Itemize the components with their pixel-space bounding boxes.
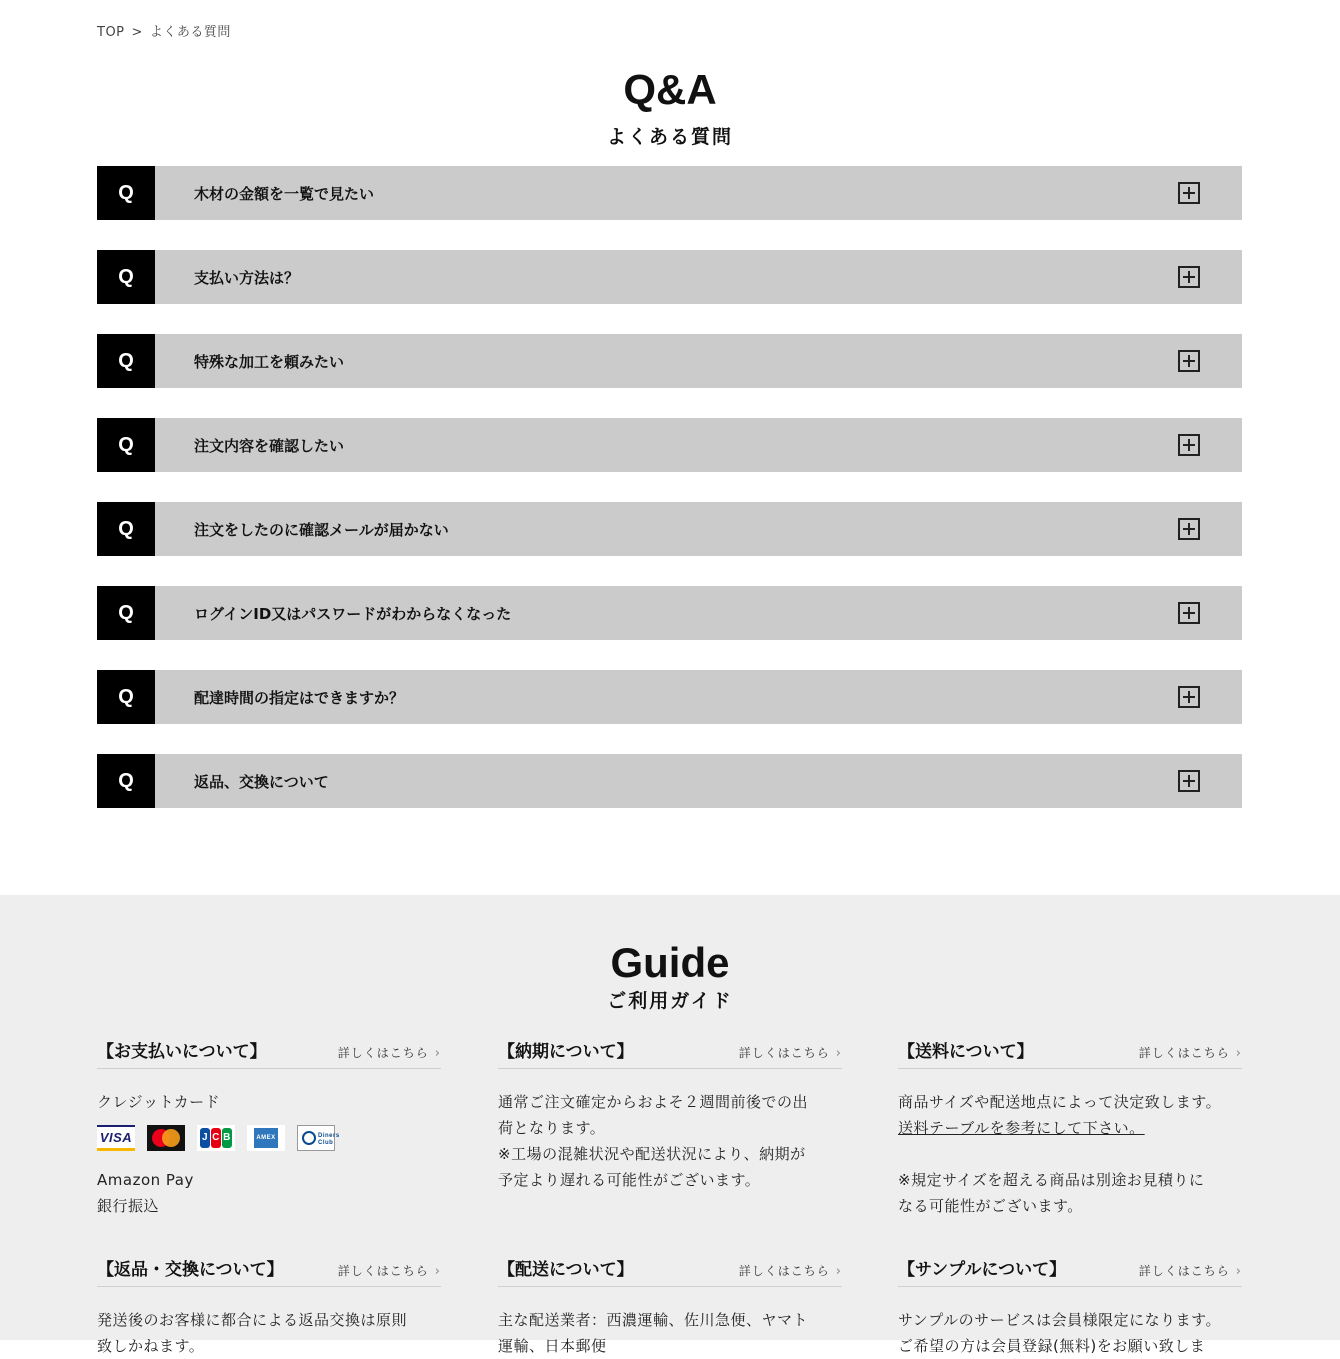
faq-item[interactable]	[97, 754, 1242, 808]
credit-card-label: クレジットカード	[97, 1093, 221, 1111]
expand-plus-icon[interactable]	[1178, 182, 1200, 204]
expand-plus-icon[interactable]	[1178, 518, 1200, 540]
faq-item[interactable]	[97, 166, 1242, 220]
faq-question: 返品、交換について	[194, 772, 329, 791]
card-header	[97, 1037, 441, 1069]
expand-plus-icon[interactable]	[1178, 686, 1200, 708]
q-marker: Q	[97, 418, 155, 472]
body-line: サンプルのサービスは会員様限定になります。	[898, 1311, 1221, 1329]
card-header	[898, 1255, 1242, 1287]
details-link-label: 詳しくはこちら	[738, 1264, 830, 1278]
faq-question: 注文内容を確認したい	[194, 436, 345, 455]
card-header	[498, 1037, 842, 1069]
chevron-right-icon: ›	[1235, 1046, 1242, 1061]
details-link[interactable]	[1139, 1262, 1242, 1279]
payment-amazon-pay: Amazon Pay	[97, 1171, 194, 1189]
faq-question: 支払い方法は？	[194, 268, 300, 287]
guide-card-delivery-time	[498, 1037, 842, 1193]
body-line: なる可能性がございます。	[898, 1197, 1083, 1215]
mastercard-icon	[147, 1125, 185, 1151]
body-line: 荷となります。	[498, 1119, 606, 1137]
guide-title: Guide	[610, 939, 730, 986]
chevron-right-icon: ›	[835, 1264, 842, 1279]
page-subtitle: よくある質問	[606, 126, 733, 148]
details-link-label: 詳しくはこちら	[738, 1046, 830, 1060]
details-link-label: 詳しくはこちら	[337, 1046, 429, 1060]
details-link[interactable]	[739, 1044, 842, 1061]
card-body	[898, 1307, 1242, 1359]
body-line: 予定より遅れる可能性がございます。	[498, 1171, 761, 1189]
faq-item[interactable]	[97, 418, 1242, 472]
body-line: ※工場の混雑状況や配送状況により、納期が	[498, 1145, 806, 1163]
chevron-right-icon: ›	[434, 1046, 441, 1061]
guide-card-shipping-fee	[898, 1037, 1242, 1219]
faq-question: ログインID又はパスワードがわからなくなった	[194, 604, 512, 623]
expand-plus-icon[interactable]	[1178, 602, 1200, 624]
amex-icon: AMEX	[247, 1125, 285, 1151]
card-body	[498, 1307, 842, 1359]
expand-plus-icon[interactable]	[1178, 266, 1200, 288]
body-line: 商品サイズや配送地点によって決定致します。	[898, 1093, 1222, 1111]
breadcrumb-current: よくある質問	[149, 25, 231, 40]
faq-question: 注文をしたのに確認メールが届かない	[194, 520, 449, 539]
body-line: 通常ご注文確定からおよそ２週間前後での出	[498, 1093, 809, 1111]
details-link[interactable]	[739, 1262, 842, 1279]
card-header	[898, 1037, 1242, 1069]
faq-question: 配達時間の指定はできますか？	[194, 688, 405, 707]
chevron-right-icon: ›	[1235, 1264, 1242, 1279]
expand-plus-icon[interactable]	[1178, 350, 1200, 372]
details-link[interactable]	[1139, 1044, 1242, 1061]
faq-list	[97, 166, 1242, 838]
card-body	[97, 1307, 441, 1359]
card-title: 【納期について】	[498, 1042, 634, 1062]
details-link[interactable]	[338, 1044, 441, 1061]
q-marker: Q	[97, 754, 155, 808]
card-title: 【送料について】	[898, 1042, 1034, 1062]
breadcrumb-home-link[interactable]: TOP	[97, 25, 125, 40]
card-title: 【お支払いについて】	[97, 1042, 267, 1062]
jcb-icon: J C B	[197, 1125, 235, 1151]
q-marker: Q	[97, 502, 155, 556]
details-link[interactable]	[338, 1262, 441, 1279]
chevron-right-icon: ›	[835, 1046, 842, 1061]
q-marker: Q	[97, 250, 155, 304]
body-line: 発送後のお客様に都合による返品交換は原則	[97, 1311, 408, 1329]
card-title: 【配送について】	[498, 1260, 634, 1280]
guide-subtitle: ご利用ガイド	[607, 990, 733, 1012]
faq-item[interactable]	[97, 250, 1242, 304]
shipping-table-link[interactable]: 送料テーブルを参考にして下さい。	[898, 1119, 1145, 1137]
card-header	[498, 1255, 842, 1287]
breadcrumb	[97, 21, 231, 40]
faq-item[interactable]	[97, 334, 1242, 388]
guide-card-returns	[97, 1255, 441, 1359]
body-line: 致しかねます。	[97, 1337, 205, 1355]
breadcrumb-separator: >	[131, 25, 143, 40]
q-marker: Q	[97, 586, 155, 640]
guide-card-sample	[898, 1255, 1242, 1359]
body-line: ご希望の方は会員登録(無料)をお願い致しま	[898, 1337, 1206, 1355]
faq-question: 木材の金額を一覧で見たい	[194, 184, 375, 203]
card-body	[898, 1089, 1242, 1219]
faq-item[interactable]	[97, 670, 1242, 724]
q-marker: Q	[97, 166, 155, 220]
visa-icon: VISA	[97, 1125, 135, 1151]
body-line: 運輸、日本郵便	[498, 1337, 607, 1355]
guide-section	[0, 895, 1340, 1355]
page-title: Q&A	[623, 66, 717, 113]
faq-item[interactable]	[97, 586, 1242, 640]
body-line: 主な配送業者：西濃運輸、佐川急便、ヤマト	[498, 1311, 809, 1329]
q-marker: Q	[97, 334, 155, 388]
details-link-label: 詳しくはこちら	[1138, 1046, 1230, 1060]
diners-club-icon: Diners Club	[297, 1125, 335, 1151]
card-header	[97, 1255, 441, 1287]
card-title: 【返品・交換について】	[97, 1260, 284, 1280]
guide-card-delivery	[498, 1255, 842, 1359]
faq-question: 特殊な加工を頼みたい	[194, 352, 345, 371]
faq-item[interactable]	[97, 502, 1242, 556]
card-brand-logos	[97, 1125, 441, 1151]
card-title: 【サンプルについて】	[898, 1260, 1067, 1280]
details-link-label: 詳しくはこちら	[337, 1264, 429, 1278]
chevron-right-icon: ›	[434, 1264, 441, 1279]
expand-plus-icon[interactable]	[1178, 770, 1200, 792]
body-line: ※規定サイズを超える商品は別途お見積りに	[898, 1171, 1205, 1189]
q-marker: Q	[97, 670, 155, 724]
details-link-label: 詳しくはこちら	[1138, 1264, 1230, 1278]
payment-bank-transfer: 銀行振込	[97, 1197, 160, 1215]
guide-card-payment	[97, 1037, 441, 1219]
expand-plus-icon[interactable]	[1178, 434, 1200, 456]
card-body	[498, 1089, 842, 1193]
card-body	[97, 1089, 441, 1219]
